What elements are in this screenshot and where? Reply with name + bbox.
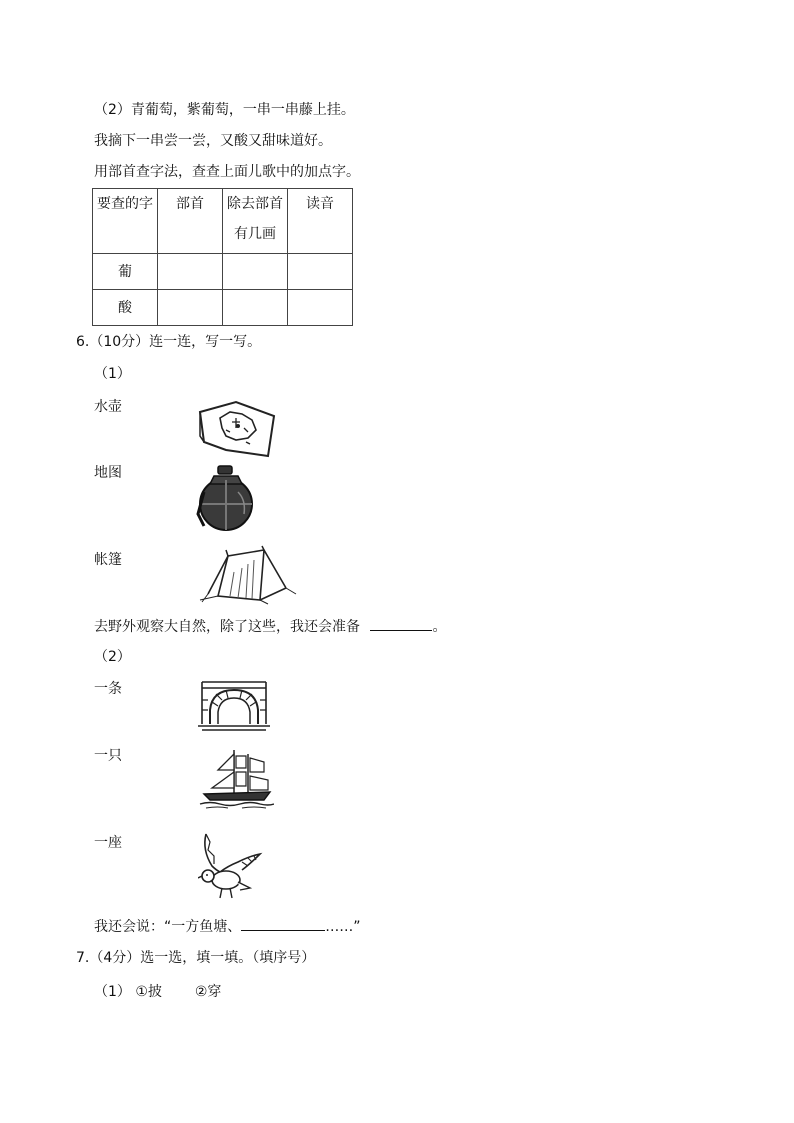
word-yizhi: 一只 [94,748,122,764]
map-picture [196,398,278,460]
q6-part2-label: （2） [94,649,131,665]
row-char: 葡 [93,254,158,290]
option-1-mark: ① [135,984,148,1000]
word-map: 地图 [94,465,122,481]
header-strokes [223,189,288,254]
table-row [93,254,353,290]
poem-line-2: 我摘下一串尝一尝，又酸又甜味道好。 [94,133,332,149]
q6-part2-sentence: 我还会说：“一方鱼塘、 [94,919,242,935]
radical-lookup-table [92,188,353,326]
answer-cell[interactable] [288,254,353,290]
q7-part1-line [94,982,221,1002]
header-radical: 部首 [158,189,223,254]
answer-blank-2[interactable] [241,916,325,931]
q6-part1-label: （1） [94,366,131,382]
header-strokes-line1: 除去部首 [227,196,283,212]
word-yizuo: 一座 [94,835,122,851]
word-yitiao: 一条 [94,681,122,697]
q6-title: 6.（10分）连一连，写一写。 [76,334,262,350]
answer-blank-1[interactable] [370,616,432,631]
header-strokes-line2: 有几画 [234,226,276,242]
answer-cell[interactable] [223,254,288,290]
water-bottle-picture [194,464,256,532]
answer-cell[interactable] [288,290,353,326]
header-pronunciation: 读音 [288,189,353,254]
row-char: 酸 [93,290,158,326]
option-2-text: 穿 [207,984,222,1000]
header-char: 要查的字 [93,189,158,254]
bridge-picture [198,676,270,734]
option-2-mark: ② [194,984,208,1000]
option-1-text: 披 [147,984,162,1000]
q7-title: 7.（4分）选一选，填一填。（填序号） [76,950,316,966]
q6-part1-end: 。 [432,619,447,635]
q5-instruction: 用部首查字法，查查上面儿歌中的加点字。 [94,164,360,180]
answer-cell[interactable] [223,290,288,326]
answer-cell[interactable] [158,254,223,290]
table-row [93,290,353,326]
tent-picture [198,544,298,606]
word-water-bottle: 水壶 [94,399,122,415]
q7-part1-label: （1） [94,984,131,1000]
q6-part2-end: ……” [325,919,361,935]
seagull-picture [198,832,264,902]
q6-part2-sentence-line [94,916,361,937]
sailboat-picture [198,748,274,810]
q6-part1-sentence: 去野外观察大自然，除了这些，我还会准备 [94,619,360,635]
poem-line-1: （2）青葡萄，紫葡萄，一串一串藤上挂。 [94,102,355,118]
q6-part1-sentence-line [94,616,446,637]
word-tent: 帐篷 [94,552,122,568]
answer-cell[interactable] [158,290,223,326]
